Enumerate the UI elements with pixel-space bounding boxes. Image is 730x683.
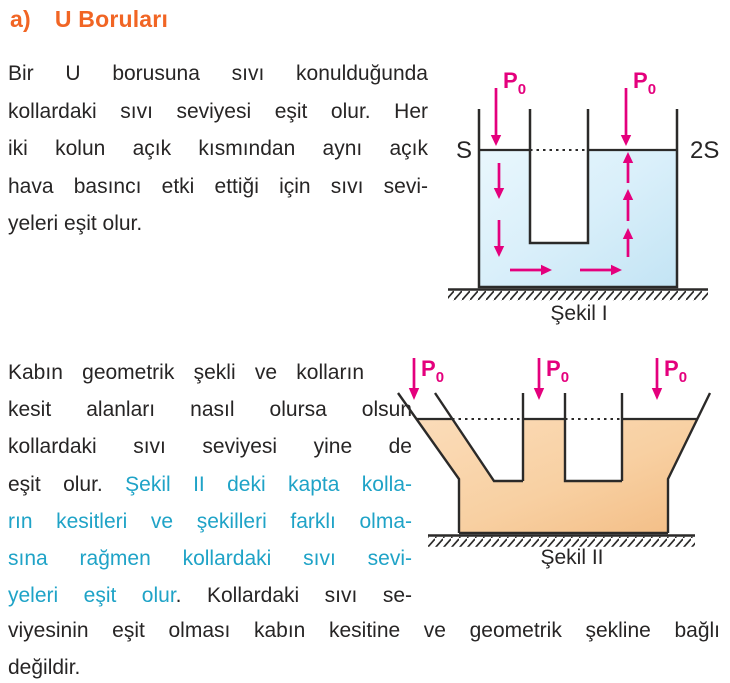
paragraph-1 (8, 55, 428, 243)
text-line: hava basıncı etki ettiği için sıvı sevi- (8, 174, 428, 198)
text-line (8, 466, 412, 503)
highlighted-text-segment: yeleri eşit olur (8, 584, 176, 608)
pressure-label-p0: $P_0$ (664, 356, 688, 386)
fig1-liquid (479, 150, 677, 287)
area-label-s: S (455, 137, 472, 164)
text-line: kollardaki sıvı seviyesi eşit olur. Her (8, 99, 428, 123)
closing-paragraph (8, 612, 720, 683)
text-line (8, 577, 412, 614)
pressure-label-p0: $P_0$ (503, 68, 527, 98)
text-line: kollardaki sıvı seviyesi yine de (8, 435, 412, 459)
pressure-arrow-right (652, 358, 662, 400)
section-letter: a) (10, 6, 31, 32)
paragraph-2 (8, 354, 412, 614)
text-line: iki kolun açık kısmından aynı açık (8, 137, 428, 160)
text-line: değildir. (8, 656, 81, 680)
highlighted-text-line: rın kesitleri ve şekilleri farklı olma- (8, 509, 412, 533)
text-line: kesit alanları nasıl olursa olsun (8, 398, 412, 422)
pressure-arrow-left (491, 88, 501, 146)
pressure-label-p0: $P_0$ (546, 356, 570, 386)
pressure-label-p0: $P_0$ (421, 356, 445, 386)
fig2-labels (421, 356, 687, 386)
text-line: yeleri eşit olur. (8, 212, 143, 235)
section-title: U Boruları (54, 6, 169, 32)
highlighted-text-segment: Şekil II deki kapta kolla- (125, 472, 412, 496)
text-line: Kabın geometrik şekli ve kolların (8, 361, 364, 384)
figure-2-irregular-vessel-diagram (395, 348, 730, 580)
text-segment: . Kollardaki sıvı se- (175, 584, 412, 608)
fig1-pressure-arrows (491, 88, 631, 146)
figure-2-caption: Şekil II (540, 546, 604, 569)
pressure-arrow-middle (534, 358, 544, 400)
text-line: viyesinin eşit olması kabın kesitine ve geometrik şekline bağlı (8, 619, 720, 642)
highlighted-text-line: sına rağmen kollardaki sıvı sevi- (8, 547, 412, 571)
text-segment: eşit olur. (8, 472, 126, 496)
pressure-arrow-right (621, 88, 631, 146)
section-heading (10, 6, 168, 33)
figure-1-u-tube-diagram (430, 60, 730, 330)
pressure-arrow-left (409, 358, 419, 400)
fig1-ground (448, 290, 708, 301)
figure-1-caption: Şekil I (550, 302, 608, 325)
text-line: Bir U borusuna sıvı konulduğunda (8, 62, 428, 85)
area-label-2s: 2S (690, 137, 720, 164)
fig2-pressure-arrows (409, 358, 662, 400)
pressure-label-p0: $P_0$ (633, 68, 657, 98)
